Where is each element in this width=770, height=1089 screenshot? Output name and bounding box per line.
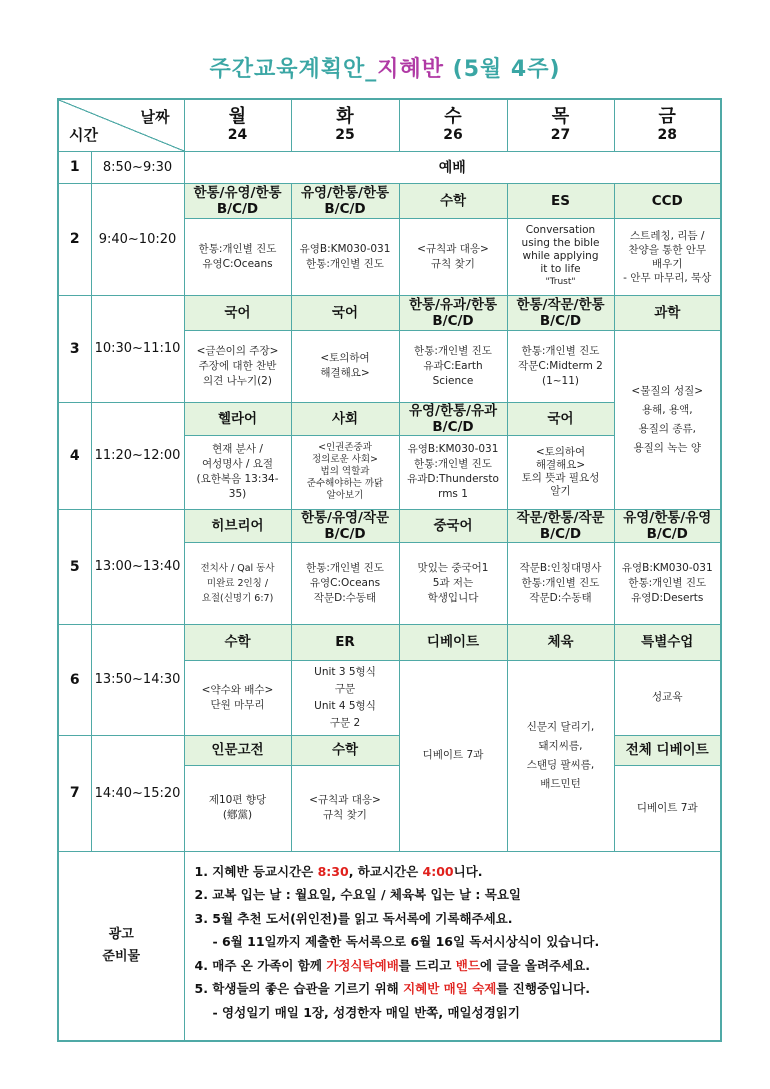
day-header-wed: 수 26 — [399, 99, 507, 151]
content-cell: 디베이트 7과 — [399, 660, 507, 851]
day-header-fri: 금 28 — [614, 99, 721, 151]
period-number: 7 — [58, 735, 91, 851]
subject-cell: 체육 — [507, 624, 614, 660]
subject-cell: 헬라어 — [184, 402, 291, 435]
subject-cell: CCD — [614, 183, 721, 218]
content-cell: 한통:개인별 진도 유영C:Oceans 작문D:수동태 — [291, 542, 399, 624]
notice-item: 1. 지혜반 등교시간은 8:30, 하교시간은 4:00니다. — [194, 863, 483, 879]
content-cell: 맛있는 중국어1 5과 저는 학생입니다 — [399, 542, 507, 624]
subject-cell: 과학 — [614, 295, 721, 330]
period-number: 3 — [58, 295, 91, 402]
subject-cell: 사회 — [291, 402, 399, 435]
period-time: 13:50~14:30 — [91, 624, 184, 735]
content-cell: 작문B:인칭대명사 한통:개인별 진도 작문D:수동태 — [507, 542, 614, 624]
content-cell: 현재 분사 / 여성명사 / 요절 (요한복음 13:34- 35) — [184, 435, 291, 509]
content-cell: <글쓴이의 주장> 주장에 대한 찬반 의견 나누기(2) — [184, 330, 291, 402]
subject-cell: 한통/작문/한통 B/C/D — [507, 295, 614, 330]
notice-item: 3. 5월 추천 도서(위인전)를 읽고 독서록에 기록해주세요. — [194, 910, 513, 926]
subject-cell: 한통/유과/한통 B/C/D — [399, 295, 507, 330]
content-cell: 한통:개인별 진도 작문C:Midterm 2 (1~11) — [507, 330, 614, 402]
period-time: 10:30~11:10 — [91, 295, 184, 402]
period-time: 8:50~9:30 — [91, 151, 184, 183]
day-header-mon: 월 24 — [184, 99, 291, 151]
subject-cell: 중국어 — [399, 509, 507, 542]
subject-cell: 국어 — [291, 295, 399, 330]
subject-cell: 국어 — [184, 295, 291, 330]
period-number: 5 — [58, 509, 91, 624]
subject-cell: 유영/한통/한통 B/C/D — [291, 183, 399, 218]
subject-cell: 전체 디베이트 — [614, 735, 721, 765]
content-cell: <약수와 배수> 단원 마무리 — [184, 660, 291, 735]
content-cell: 유영B:KM030-031 한통:개인별 진도 유영D:Deserts — [614, 542, 721, 624]
header-corner — [58, 99, 184, 151]
subject-cell: 유영/한통/유영 B/C/D — [614, 509, 721, 542]
period-number: 4 — [58, 402, 91, 509]
subject-cell: 수학 — [399, 183, 507, 218]
content-cell: Conversation using the bible while applying it to life "Trust" — [507, 218, 614, 295]
period-time: 14:40~15:20 — [91, 735, 184, 851]
period-time: 13:00~13:40 — [91, 509, 184, 624]
period-number: 1 — [58, 151, 91, 183]
subject-cell: 인문고전 — [184, 735, 291, 765]
content-cell: 제10편 향당 (鄕黨) — [184, 765, 291, 851]
subject-cell: 수학 — [184, 624, 291, 660]
period-number: 2 — [58, 183, 91, 295]
content-cell: 디베이트 7과 — [614, 765, 721, 851]
subject-cell: 히브리어 — [184, 509, 291, 542]
content-cell: 한통:개인별 진도 유영C:Oceans — [184, 218, 291, 295]
subject-cell: 한통/유영/한통 B/C/D — [184, 183, 291, 218]
content-cell: <규칙과 대응> 규칙 찾기 — [291, 765, 399, 851]
time-label: 시간 — [69, 125, 98, 144]
period-number: 6 — [58, 624, 91, 735]
content-cell: 전치사 / Qal 동사 미완료 2인칭 / 요절(신명기 6:7) — [184, 542, 291, 624]
notice-item: 2. 교복 입는 날 : 월요일, 수요일 / 체육복 입는 날 : 목요일 — [194, 887, 521, 902]
subject-cell: 한통/유영/작문 B/C/D — [291, 509, 399, 542]
notice-label: 광고 준비물 — [58, 851, 184, 1041]
notice-item: 4. 매주 온 가족이 함께 가정식탁예배를 드리고 밴드에 글을 올려주세요. — [194, 957, 590, 973]
notice-subitem: - 6월 11일까지 제출한 독서록으로 6월 16일 독서시상식이 있습니다. — [212, 934, 600, 949]
page-title: 주간교육계획안_지혜반 (5월 4주) — [209, 57, 561, 82]
period-time: 11:20~12:00 — [91, 402, 184, 509]
date-label: 날짜 — [140, 108, 170, 126]
content-cell: 한통:개인별 진도 유과C:Earth Science — [399, 330, 507, 402]
subject-cell: 작문/한통/작문 B/C/D — [507, 509, 614, 542]
schedule-table — [57, 98, 722, 1042]
subject-cell: 수학 — [291, 735, 399, 765]
day-header-thu: 목 27 — [507, 99, 614, 151]
notice-subitem: - 영성일기 매일 1장, 성경한자 매일 반쪽, 매일성경읽기 — [212, 1004, 520, 1020]
content-cell: Unit 3 5형식 구문 Unit 4 5형식 구문 2 — [291, 660, 399, 735]
subject-cell: 특별수업 — [614, 624, 721, 660]
notice-item: 5. 학생들의 좋은 습관을 기르기 위해 지혜반 매일 숙제를 진행중입니다. — [194, 981, 590, 996]
content-cell: 유영B:KM030-031 한통:개인별 진도 — [291, 218, 399, 295]
content-cell: <규칙과 대응> 규칙 찾기 — [399, 218, 507, 295]
subject-cell: ES — [507, 183, 614, 218]
content-cell: <인권존중과 정의로운 사회> 법의 역할과 준수해야하는 까닭 알아보기 — [291, 435, 399, 509]
day-header-tue: 화 25 — [291, 99, 399, 151]
subject-cell: ER — [291, 624, 399, 660]
subject-cell: 디베이트 — [399, 624, 507, 660]
content-cell: 성교육 — [614, 660, 721, 735]
content-cell: <토의하여 해결해요> — [291, 330, 399, 402]
content-cell: <토의하여 해결해요> 토의 뜻과 필요성 알기 — [507, 435, 614, 509]
worship-cell: 예배 — [184, 151, 721, 183]
content-cell: 유영B:KM030-031 한통:개인별 진도 유과D:Thundersto rms 1 — [399, 435, 507, 509]
content-cell: <물질의 성질> 용해, 용액, 용질의 종류, 용질의 녹는 양 — [614, 330, 721, 509]
content-cell: 스트레칭, 리듬 / 찬양을 통한 안무 배우기 - 안무 마무리, 묵상 — [614, 218, 721, 295]
notice-list — [184, 851, 721, 1041]
subject-cell: 국어 — [507, 402, 614, 435]
subject-cell: 유영/한통/유과 B/C/D — [399, 402, 507, 435]
period-time: 9:40~10:20 — [91, 183, 184, 295]
content-cell: 신문지 달리기, 돼지씨름, 스탠딩 팔씨름, 배드민턴 — [507, 660, 614, 851]
